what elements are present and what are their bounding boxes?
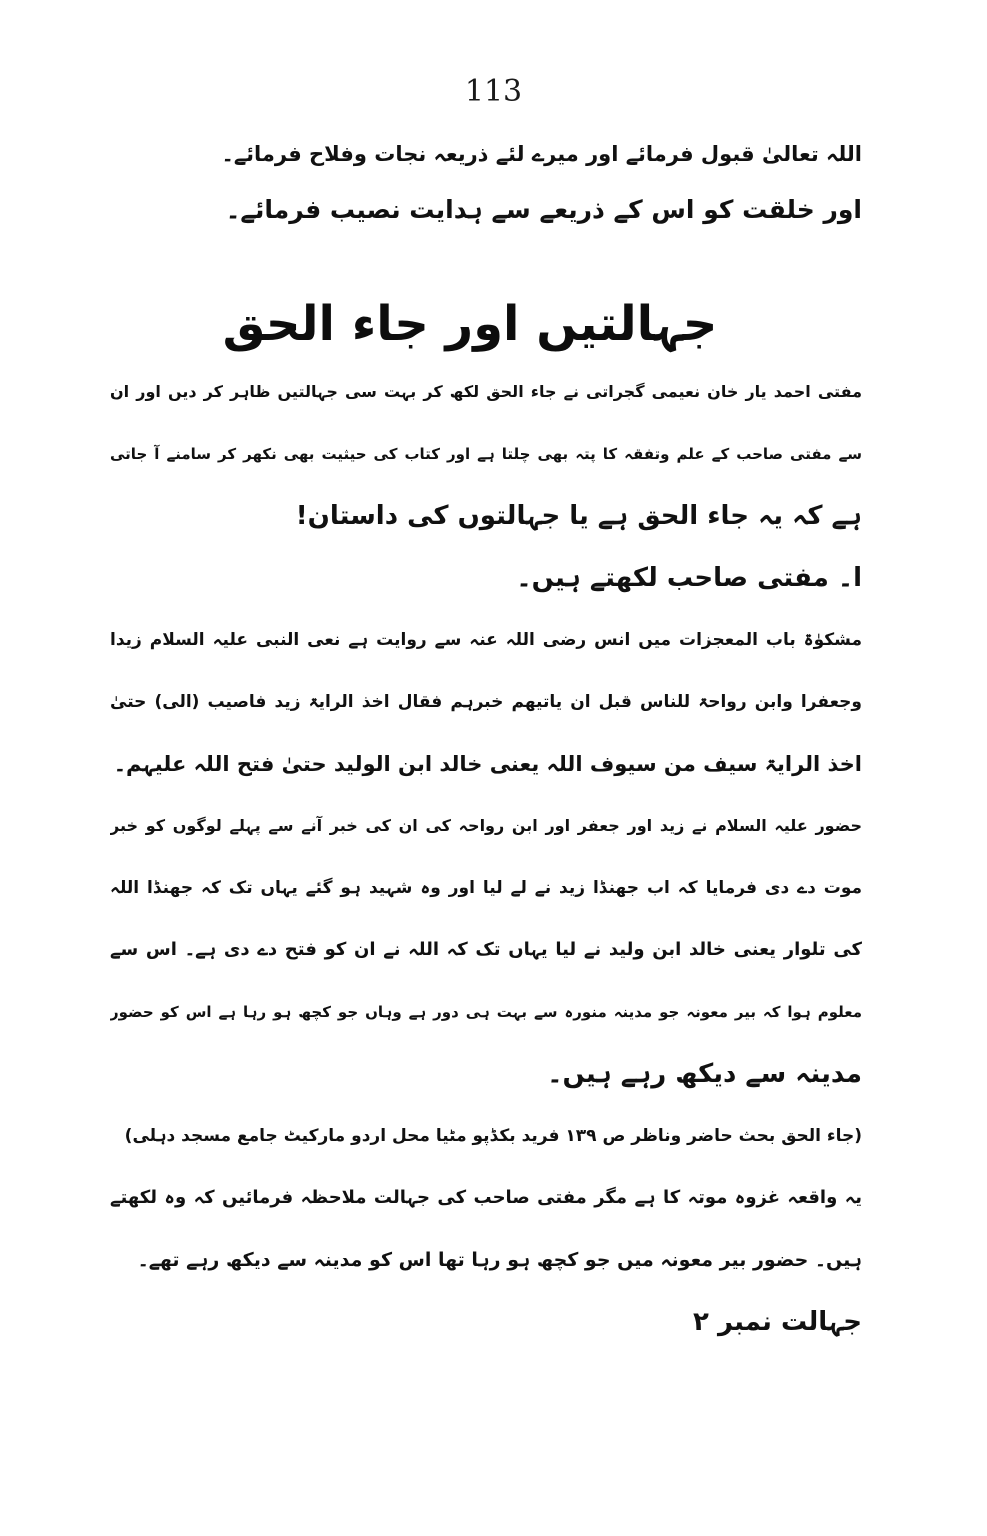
body-line-9: موت دے دی فرمایا کہ اب جھنڈا زید نے لے لیا اور وہ شہید ہو گئے یہاں تک کہ جھنڈا اللہ xyxy=(110,878,862,898)
body-line-15: ہیں۔ حضور بیر معونہ میں جو کچھ ہو رہا تھا اس کو مدینہ سے دیکھ رہے تھے۔ xyxy=(137,1249,862,1271)
body-line-1: مفتی احمد یار خان نعیمی گجراتی نے جاء الحق لکھ کر بہت سی جہالتیں ظاہر کر دیں اور ان xyxy=(110,382,862,401)
body-line-14: یہ واقعہ غزوہ موتہ کا ہے مگر مفتی صاحب کی جہالت ملاحظہ فرمائیں کہ وہ لکھتے xyxy=(110,1187,862,1208)
body-line-7: اخذ الرایۃ سیف من سیوف اللہ یعنی خالد ابن الولید حتیٰ فتح اللہ علیہم۔ xyxy=(113,752,862,776)
body-line-12: مدینہ سے دیکھ رہے ہیں۔ xyxy=(547,1059,862,1089)
intro-line-2: اور خلقت کو اس کے ذریعے سے ہدایت نصیب فرمائے۔ xyxy=(225,195,862,224)
body-line-5: مشکوٰۃ باب المعجزات میں انس رضی اللہ عنہ سے روایت ہے نعی النبی علیہ السلام زیدا xyxy=(110,630,862,650)
body-line-11: معلوم ہوا کہ بیر معونہ جو مدینہ منورہ سے بہت ہی دور ہے وہاں جو کچھ ہو رہا ہے اس کو حضور xyxy=(110,1003,862,1021)
intro-block xyxy=(110,126,862,246)
body-line-8: حضور علیہ السلام نے زید اور جعفر اور ابن رواحہ کی ان کی خبر آنے سے پہلے لوگوں کو خبر xyxy=(110,816,862,835)
intro-line-1: اللہ تعالیٰ قبول فرمائے اور میرے لئے ذریعہ نجات وفلاح فرمائے۔ xyxy=(222,142,862,166)
subheading-ignorance-2: جہالت نمبر ۲ xyxy=(693,1307,862,1337)
body-line-3: ہے کہ یہ جاء الحق ہے یا جہالتوں کی داستان! xyxy=(295,501,862,531)
body-block xyxy=(110,364,862,1374)
page-number: 113 xyxy=(464,74,523,109)
body-line-10: کی تلوار یعنی خالد ابن ولید نے لیا یہاں تک کہ اللہ نے ان کو فتح دے دی ہے۔ اس سے xyxy=(110,939,862,960)
body-line-6: وجعفرا وابن رواحۃ للناس قبل ان یاتیھم خبرہم فقال اخذ الرایۃ زید فاصیب (الی) حتیٰ xyxy=(110,692,862,712)
body-line-2: سے مفتی صاحب کے علم وتفقہ کا پتہ بھی چلتا ہے اور کتاب کی حیثیت بھی نکھر کر سامنے آ جاتی xyxy=(110,445,862,463)
body-line-4: ا۔ مفتی صاحب لکھتے ہیں۔ xyxy=(516,563,862,593)
citation-line: (جاء الحق بحث حاضر وناظر ص ۱۳۹ فرید بکڈپو مٹیا محل اردو مارکیٹ جامع مسجد دہلی) xyxy=(124,1126,862,1146)
section-heading: جہالتیں اور جاء الحق xyxy=(222,296,718,352)
